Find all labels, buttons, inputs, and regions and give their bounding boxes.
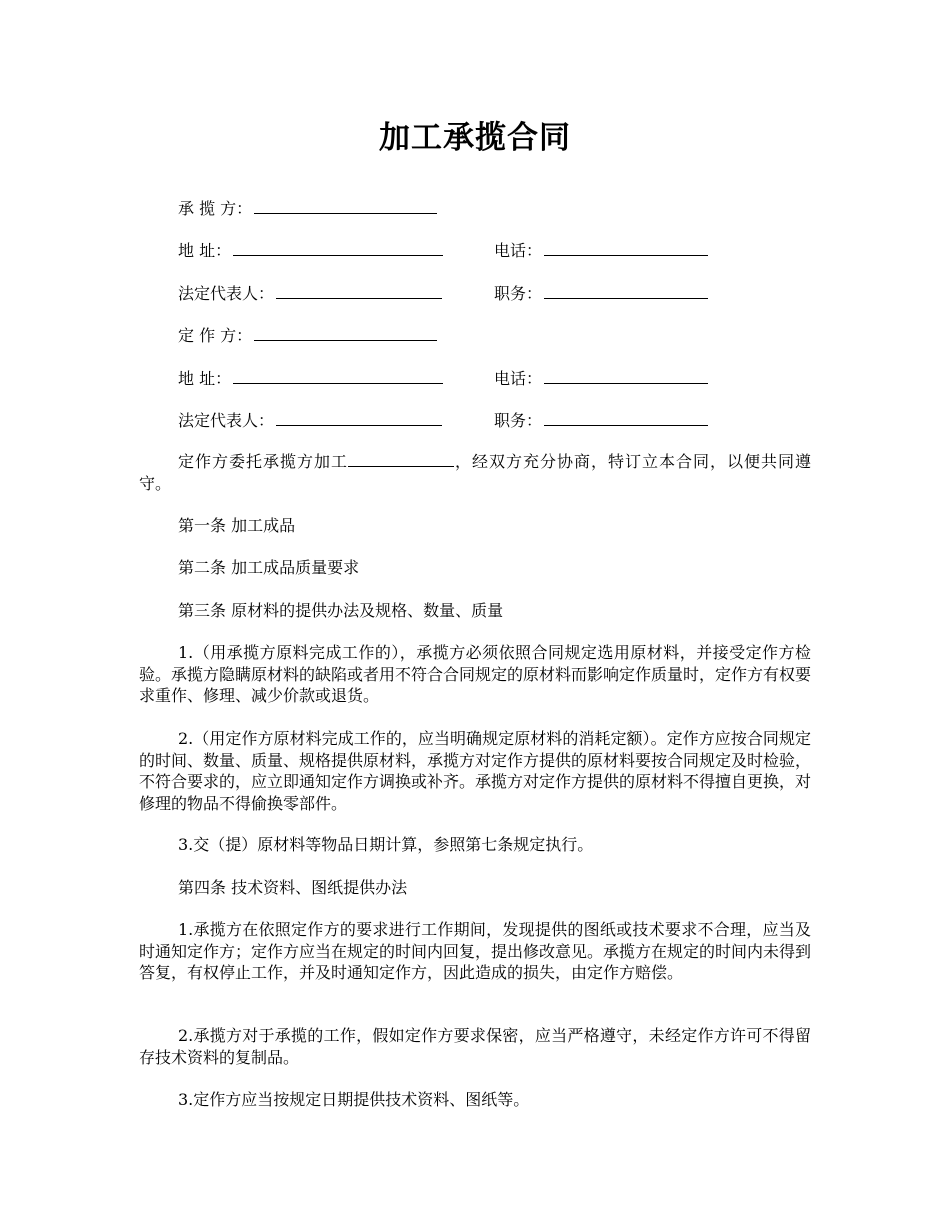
contractor-position-label: 职务： [494,284,543,303]
article-3-clause-1: 1.（用承揽方原料完成工作的），承揽方必须依照合同规定选用原材料，并接受定作方检验。承揽方隐瞒原材料的缺陷或者用不符合合同规定的原材料而影响定作质量时，定作方有权要求重作、修理、减少价款或退货。 [139,643,812,705]
contractor-position-blank[interactable] [544,282,708,299]
article-3-clause-3: 3.交（提）原材料等物品日期计算，参照第七条规定执行。 [178,835,594,854]
article-4-clause-1: 1.承揽方在依照定作方的要求进行工作期间，发现提供的图纸或技术要求不合理，应当及时通知定作方；定作方应当在规定的时间内回复，提出修改意见。承揽方在规定的时间内未得到答复，有权停止工作，并及时通知定作方，因此造成的损失，由定作方赔偿。 [139,920,812,982]
contractor-row [178,197,437,219]
client-phone-label: 电话： [494,369,543,388]
client-phone-blank[interactable] [544,367,708,384]
article-1-heading: 第一条 加工成品 [178,516,296,535]
contractor-phone-label: 电话： [494,241,543,260]
contractor-phone-blank[interactable] [544,239,708,256]
contractor-name-blank[interactable] [254,197,437,214]
contractor-phone-row [494,239,708,261]
client-phone-row [494,367,708,389]
contractor-address-blank[interactable] [233,239,443,256]
contractor-label: 承 揽 方： [178,199,253,218]
contractor-address-label: 地 址： [178,241,232,260]
client-row [178,324,437,346]
client-rep-row [178,409,442,431]
client-address-blank[interactable] [233,367,443,384]
contractor-address-row [178,239,443,261]
article-4-heading: 第四条 技术资料、图纸提供办法 [178,878,408,897]
contractor-rep-label: 法定代表人： [178,284,275,303]
document-title: 加工承揽合同 [379,120,571,156]
article-3-heading: 第三条 原材料的提供办法及规格、数量、质量 [178,601,504,620]
client-rep-label: 法定代表人： [178,411,275,430]
client-rep-blank[interactable] [276,409,442,426]
intro-paragraph [139,451,811,494]
client-address-row [178,367,443,389]
contractor-rep-row [178,282,442,304]
processing-item-blank[interactable] [348,451,454,467]
client-address-label: 地 址： [178,369,232,388]
contractor-rep-blank[interactable] [276,282,442,299]
contractor-position-row [494,282,708,304]
article-3-clause-2: 2.（用定作方原材料完成工作的，应当明确规定原材料的消耗定额）。定作方应按合同规定的时间、数量、质量、规格提供原材料，承揽方对定作方提供的原材料要按合同规定及时检验，不符合要求的，应立即通知定作方调换或补齐。承揽方对定作方提供的原材料不得擅自更换，对修理的物品不得偷换零部件。 [139,729,812,813]
intro-before: 定作方委托承揽方加工 [178,452,348,471]
client-position-row [494,409,708,431]
client-position-label: 职务： [494,411,543,430]
client-position-blank[interactable] [544,409,708,426]
intro-after: ，经双方充分协商，特订立本合同，以便共同遵守。 [139,452,811,493]
client-label: 定 作 方： [178,326,253,345]
article-2-heading: 第二条 加工成品质量要求 [178,558,360,577]
article-4-clause-3: 3.定作方应当按规定日期提供技术资料、图纸等。 [178,1090,530,1109]
article-4-clause-2: 2.承揽方对于承揽的工作，假如定作方要求保密，应当严格遵守，未经定作方许可不得留存技术资料的复制品。 [139,1026,811,1067]
client-name-blank[interactable] [254,324,437,341]
